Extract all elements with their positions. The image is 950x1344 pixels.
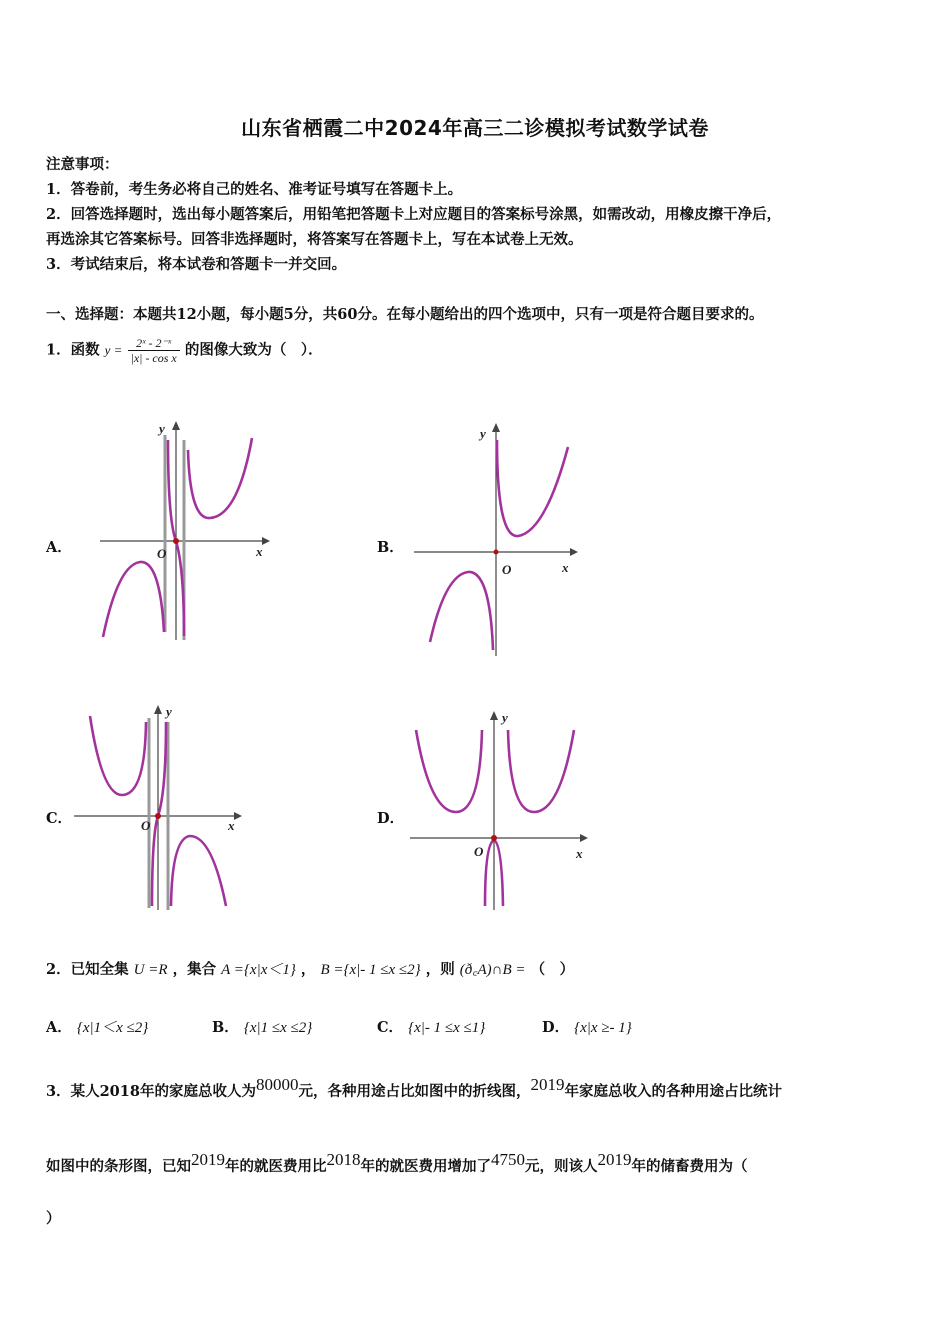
q3-year-3: 2018 [326, 1150, 361, 1169]
q2-mid1: ，集合 [172, 961, 217, 978]
q3-part-8: 年的储畜费用为（ [631, 1157, 748, 1175]
q1-denominator: |x| - cos x [130, 351, 177, 365]
graph-c-x-arrow [234, 812, 242, 820]
graph-a-curve-middle [168, 440, 184, 636]
graph-d-curve-right [508, 730, 574, 812]
question-2 [46, 958, 574, 979]
graph-d-x-label: x [576, 846, 583, 861]
q2-options [46, 1016, 148, 1037]
q1-suffix: 的图像大致为（ ）． [184, 341, 323, 359]
q3-part-1: 3．某人2018年的家庭总收人为 [46, 1082, 256, 1100]
q1-option-c-label[interactable]: C． [46, 810, 73, 827]
graph-c-curve-right [171, 836, 226, 906]
graph-b-x-arrow [570, 548, 578, 556]
graph-c-y-arrow [154, 705, 162, 714]
graph-c-origin-dot [155, 813, 161, 819]
q1-numerator: 2ˣ - 2⁻ˣ [128, 336, 180, 351]
graph-b-curve-left [430, 572, 493, 650]
question-1 [46, 336, 323, 365]
q2-option-d-label[interactable]: D． [542, 1019, 570, 1036]
graph-b-origin-dot [494, 550, 499, 555]
q2-universe: U =R [133, 962, 168, 978]
graph-b-o-label: O [502, 562, 512, 577]
q2-option-d[interactable]: {x|x ≥- 1} [574, 1020, 632, 1036]
graph-d-y-label: y [502, 710, 508, 725]
graph-c-x-label: x [228, 818, 235, 833]
q2-option-d-wrap [542, 1016, 632, 1037]
q1-fraction [128, 336, 180, 365]
q2-option-b[interactable]: {x|1 ≤x ≤2} [243, 1020, 313, 1036]
graph-d-origin-dot [491, 835, 497, 841]
q3-income: 80000 [255, 1075, 299, 1094]
graph-a-curve-left [103, 562, 164, 637]
graph-a-o-label: O [157, 546, 167, 561]
graph-b-y-label: y [480, 426, 486, 441]
graph-a-y-arrow [172, 421, 180, 430]
graph-d-x-arrow [580, 834, 588, 842]
q3-increase: 4750 [491, 1150, 525, 1169]
q3-part-7: 元，则该人 [525, 1157, 598, 1175]
graph-c-curve-middle [152, 722, 166, 906]
graph-a-y-label: y [159, 421, 165, 436]
graph-a-x-arrow [262, 537, 270, 545]
q3-part-4: 如图中的条形图，已知 [46, 1157, 191, 1175]
q3-year-4: 2019 [597, 1150, 632, 1169]
question-3-line-2 [46, 1145, 748, 1182]
q2-option-c-wrap [377, 1016, 485, 1037]
page-title: 山东省栖霞二中2024年高三二诊模拟考试数学试卷 [241, 116, 709, 140]
notice-item-1: 1．答卷前，考生务必将自己的姓名、准考证号填写在答题卡上。 [46, 181, 463, 198]
q3-year-1: 2019 [530, 1075, 565, 1094]
q1-prefix: 1．函数 [46, 341, 100, 359]
graph-d-y-arrow [490, 711, 498, 720]
graph-d-o-label: O [474, 844, 484, 859]
q1-y-eq: y = [104, 342, 123, 358]
q3-year-2: 2019 [191, 1150, 225, 1169]
q2-option-b-wrap [212, 1016, 312, 1037]
q3-part-6: 年的就医费用增加了 [360, 1157, 491, 1175]
notice-item-2-cont: 再选涂其它答案标号。回答非选择题时，将答案写在答题卡上，写在本试卷上无效。 [46, 231, 583, 248]
notice-heading: 注意事项： [46, 156, 119, 173]
notice-item-3: 3．考试结束后，将本试卷和答题卡一并交回。 [46, 256, 347, 273]
graph-b-x-label: x [562, 560, 569, 575]
graph-c-o-label: O [141, 818, 151, 833]
q2-mid2: ，则 [425, 961, 455, 978]
q2-set-b: B ={x|- 1 ≤x ≤2} [320, 962, 421, 978]
q3-part-5: 年的就医费用比 [225, 1157, 327, 1175]
q2-suffix: （ ） [530, 961, 575, 978]
section-1-heading: 一、选择题：本题共12小题，每小题5分，共60分。在每小题给出的四个选项中，只有一项是符合题目要求的。 [46, 306, 764, 323]
q2-option-c-label[interactable]: C． [377, 1019, 404, 1036]
graph-c-y-label: y [166, 704, 172, 719]
q2-option-c[interactable]: {x|- 1 ≤x ≤1} [408, 1020, 486, 1036]
q2-option-b-label[interactable]: B． [212, 1019, 239, 1036]
q1-option-b-label[interactable]: B． [377, 539, 404, 556]
q2-option-a[interactable]: {x|1＜x ≤2} [76, 1020, 149, 1036]
graph-c-curve-left [90, 716, 146, 795]
q1-option-d-label[interactable]: D． [377, 810, 405, 827]
q1-option-a-label[interactable]: A． [46, 539, 72, 556]
q3-closing: ） [46, 1210, 61, 1227]
graph-d-curve-middle [485, 840, 503, 906]
graph-a-x-label: x [256, 544, 263, 559]
q2-option-a-label[interactable]: A． [46, 1019, 72, 1036]
graph-a-curve-right [188, 438, 252, 518]
q2-set-a: A ={x|x＜1} [221, 962, 296, 978]
graph-d-curve-left [416, 730, 482, 812]
question-3-line-1 [46, 1070, 782, 1107]
q3-part-2: 元，各种用途占比如图中的折线图， [298, 1082, 531, 1100]
graph-a-origin-dot [173, 538, 179, 544]
q2-expression: (ð꜀A)∩B = [459, 962, 526, 978]
q2-prefix: 2．已知全集 [46, 961, 129, 978]
graph-b-curve-right [497, 440, 568, 536]
q2-comma: ， [300, 961, 316, 978]
graph-b-y-arrow [492, 423, 500, 432]
q3-part-3: 年家庭总收入的各种用途占比统计 [564, 1082, 782, 1100]
notice-item-2: 2．回答选择题时，选出每小题答案后，用铅笔把答题卡上对应题目的答案标号涂黑，如需改动，用橡皮擦干净后， [46, 206, 782, 223]
